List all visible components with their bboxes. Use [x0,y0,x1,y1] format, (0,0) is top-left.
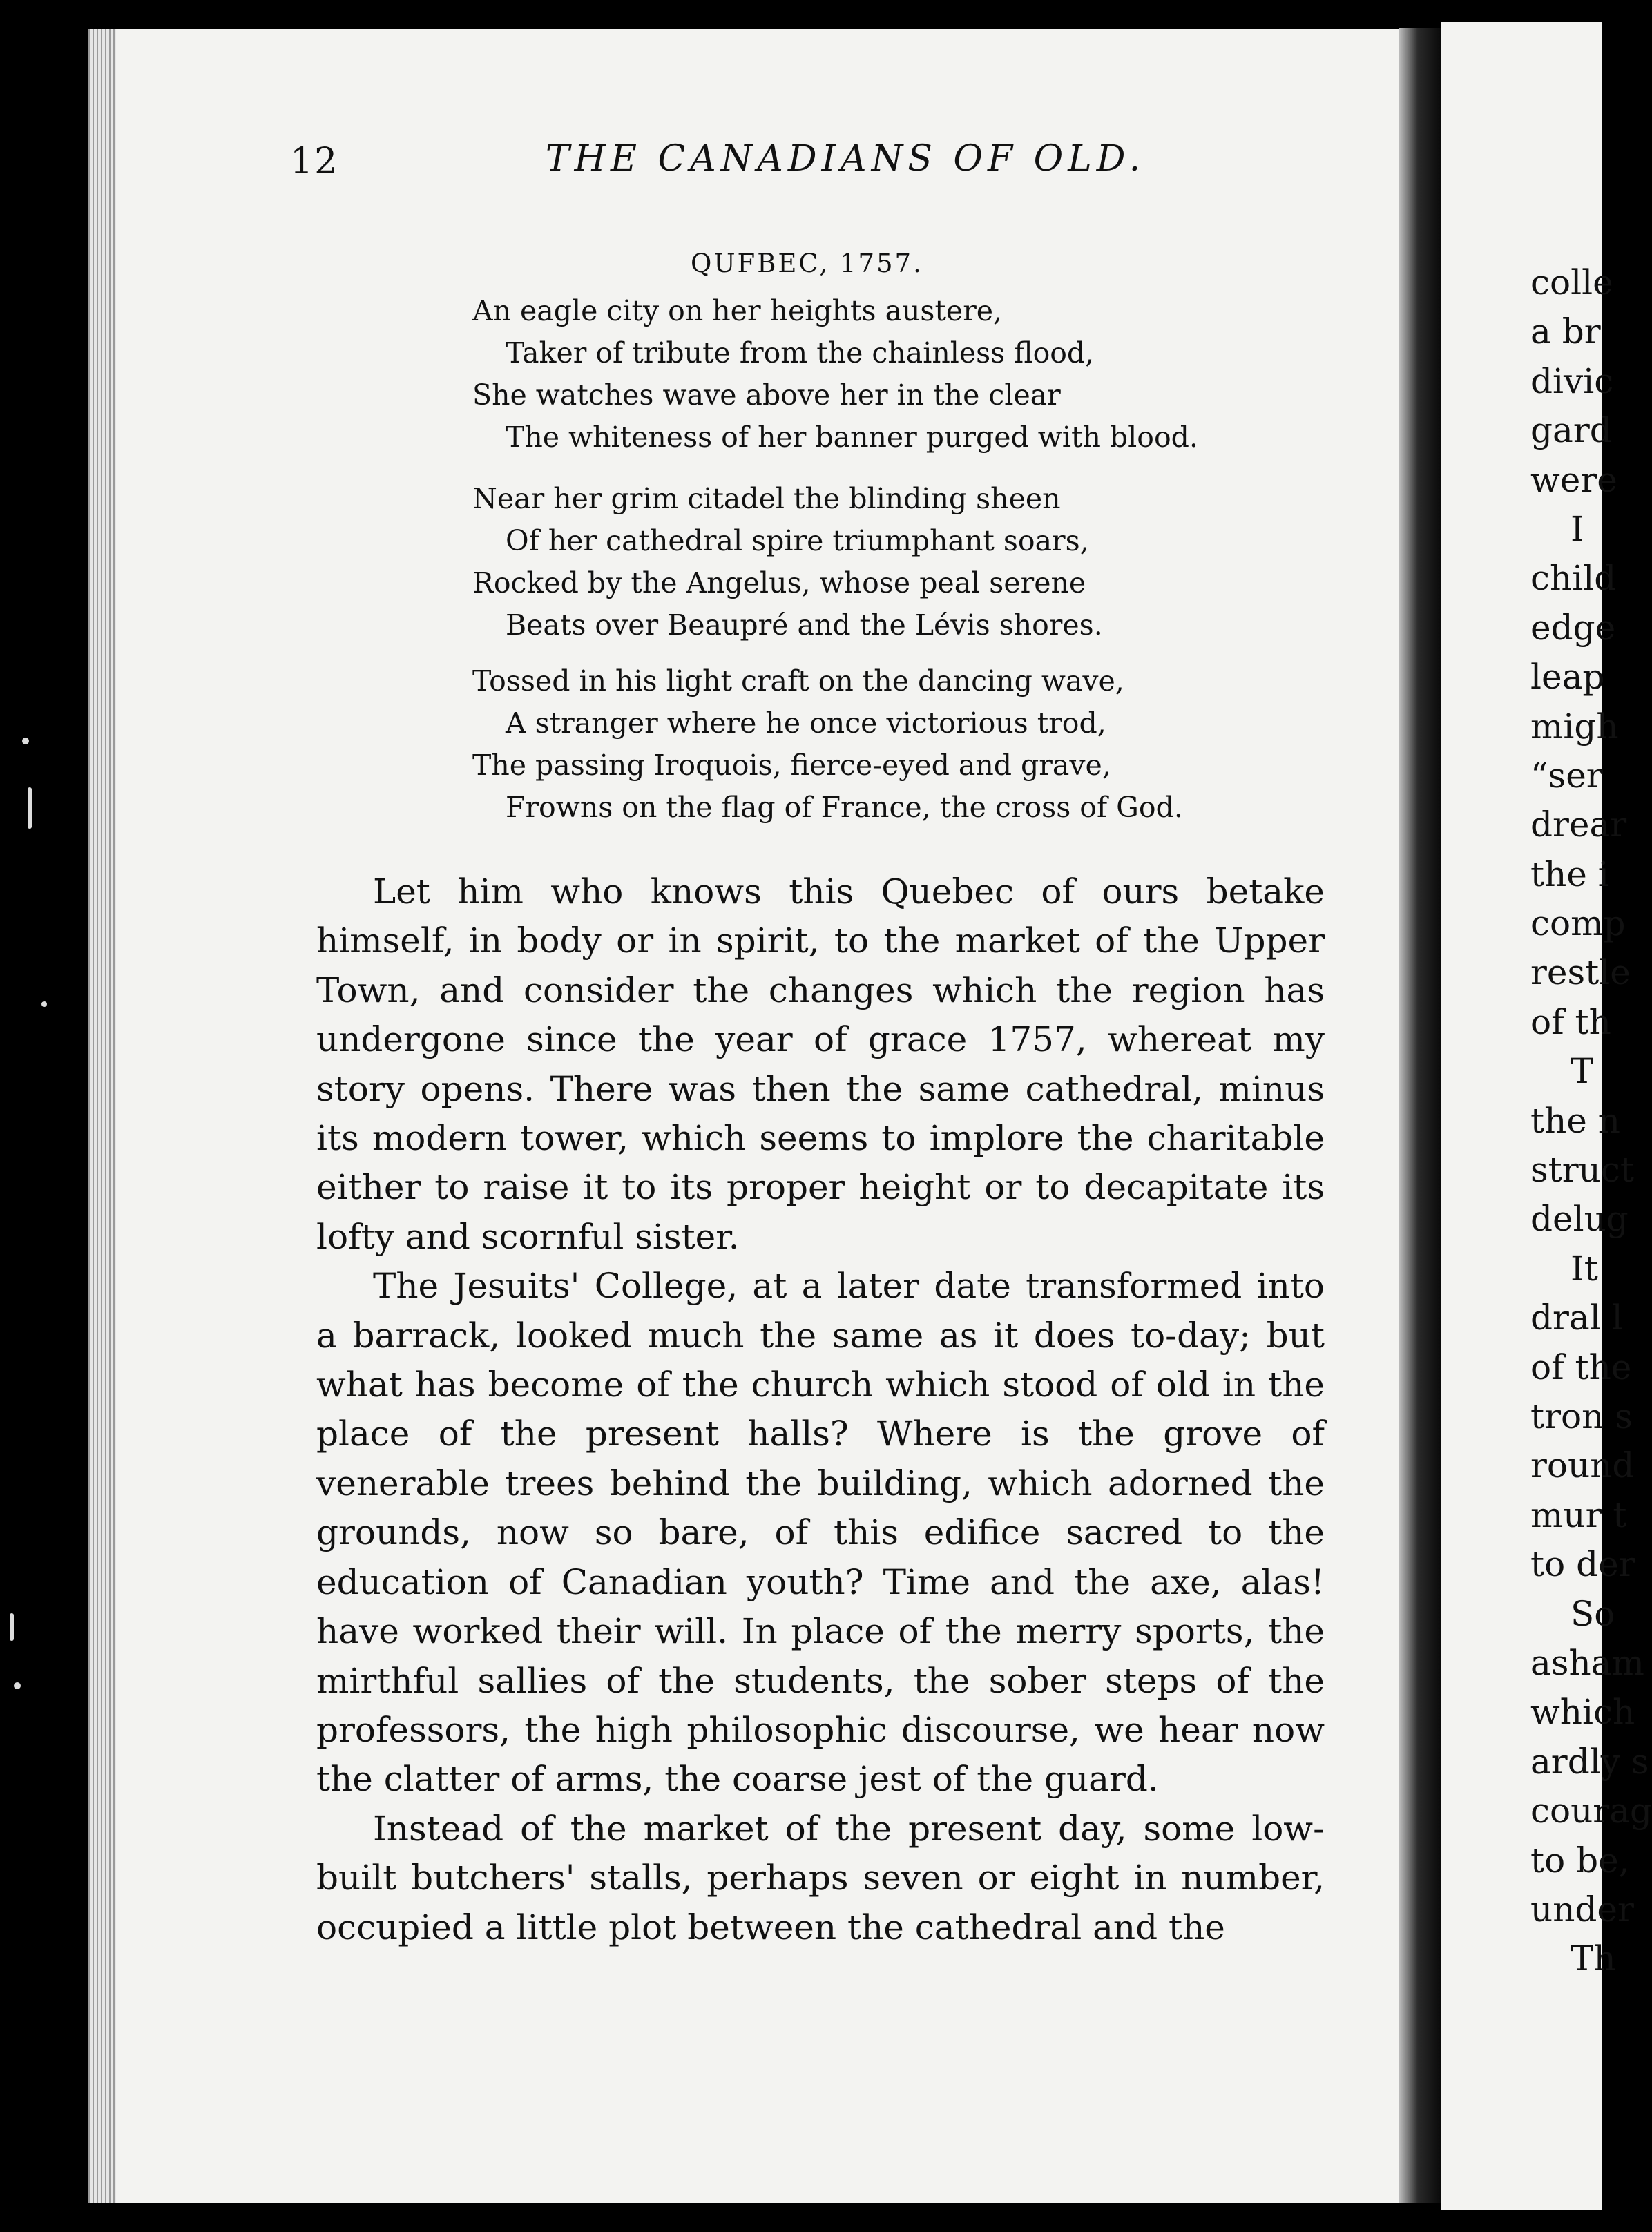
poem-stanza [472,478,1301,646]
right-line: ardly s [1530,1741,1649,1782]
right-line: T [1571,1051,1594,1092]
scan-speck [41,1001,47,1007]
right-line: It [1571,1248,1598,1289]
right-page [1441,22,1652,2210]
page-edge-stack [88,29,116,2203]
poem-line: The whiteness of her banner purged with blood. [506,421,1198,454]
right-line: Th [1571,1938,1616,1979]
right-line: dral l [1530,1298,1623,1338]
right-line: drear [1530,805,1627,845]
right-line: to be, [1530,1840,1630,1880]
poem-line: Near her grim citadel the blinding sheen [472,482,1061,515]
poem-line: She watches wave above her in the clear [472,378,1061,412]
right-line: edge [1530,607,1616,648]
right-line: delug [1530,1199,1629,1240]
right-line: the n [1530,1100,1620,1141]
right-line: to der [1530,1544,1635,1585]
right-line: of th [1530,1001,1611,1042]
right-line: I [1571,508,1584,549]
poem-line: A stranger where he once victorious trod, [506,706,1106,740]
right-line: which [1530,1692,1635,1733]
right-line: child [1530,558,1617,599]
poem-stanza [472,660,1301,829]
right-line: divic [1530,360,1614,401]
right-line: under [1530,1889,1634,1930]
poem-line: An eagle city on her heights austere, [472,294,1003,327]
right-line: tron s [1530,1396,1633,1436]
right-line: So [1571,1593,1615,1634]
right-line: were [1530,459,1617,500]
poem-line: Beats over Beaupré and the Lévis shores. [506,608,1103,642]
poem-line: The passing Iroquois, fierce-eyed and grave, [472,749,1111,782]
book-gutter [1399,28,1441,2203]
scan-speck [28,787,32,829]
right-line: comp [1530,903,1626,944]
right-line: round [1530,1445,1635,1486]
poem-line: Frowns on the flag of France, the cross of God. [506,791,1183,824]
right-line: colle [1530,262,1613,302]
right-line: asham [1530,1642,1644,1683]
right-line: the i [1530,854,1609,894]
right-line: migh [1530,706,1619,747]
right-line: restle [1530,952,1631,993]
scan-speck [22,738,29,744]
scan-speck [14,1682,21,1689]
page-number: 12 [290,141,339,182]
prose-body [316,867,1325,1952]
right-page-text [1530,258,1652,1984]
poem-line: Rocked by the Angelus, whose peal serene [472,566,1086,599]
poem-stanza [472,290,1301,459]
right-line: a br [1530,311,1601,352]
right-line: mur t [1530,1494,1627,1535]
page-header [290,138,1326,200]
right-line: struct [1530,1150,1634,1191]
running-title: THE CANADIANS OF OLD. [546,138,1146,180]
scan-speck [10,1613,14,1641]
poem-line: Taker of tribute from the chainless flood, [506,336,1095,369]
poem-title: QUFBEC, 1757. [691,249,923,278]
right-line: “ser [1530,755,1603,796]
right-line: of the [1530,1347,1632,1387]
paragraph: The Jesuits' College, at a later date transformed into a barrack, looked much the same as it does to-day; but what has become of the church which stood of old in the place of the present halls? Where is the grove of venerable trees behind the building, which adorned the grounds, now so bare, of this edifice sacred to the education of Canadian youth? Time and the axe, alas! have worked their will. In place of the merry sports, the mirthful sallies of the students, the sober steps of the professors, the high philosophic discourse, we hear now the clatter of arms, the coarse jest of the guard. [316,1266,1325,1800]
right-line: gard [1530,410,1612,451]
paragraph: Instead of the market of the present day, some low-built butchers' stalls, perhaps seven or eight in number, occupied a little plot between the cathedral and the [316,1808,1325,1947]
right-line: leap [1530,657,1605,698]
paragraph: Let him who knows this Quebec of ours betake himself, in body or in spirit, to the market of the Upper Town, and consider the changes which the region has undergone since the year of grace 1757, whereat my story opens. There was then the same cathedral, minus its modern tower, which seems to implore the charitable either to raise it to its proper height or to decapitate its lofty and scornful sister. [316,872,1325,1257]
poem-line: Of her cathedral spire triumphant soars, [506,524,1089,557]
right-line: courag [1530,1791,1652,1831]
poem-line: Tossed in his light craft on the dancing wave, [472,664,1124,698]
